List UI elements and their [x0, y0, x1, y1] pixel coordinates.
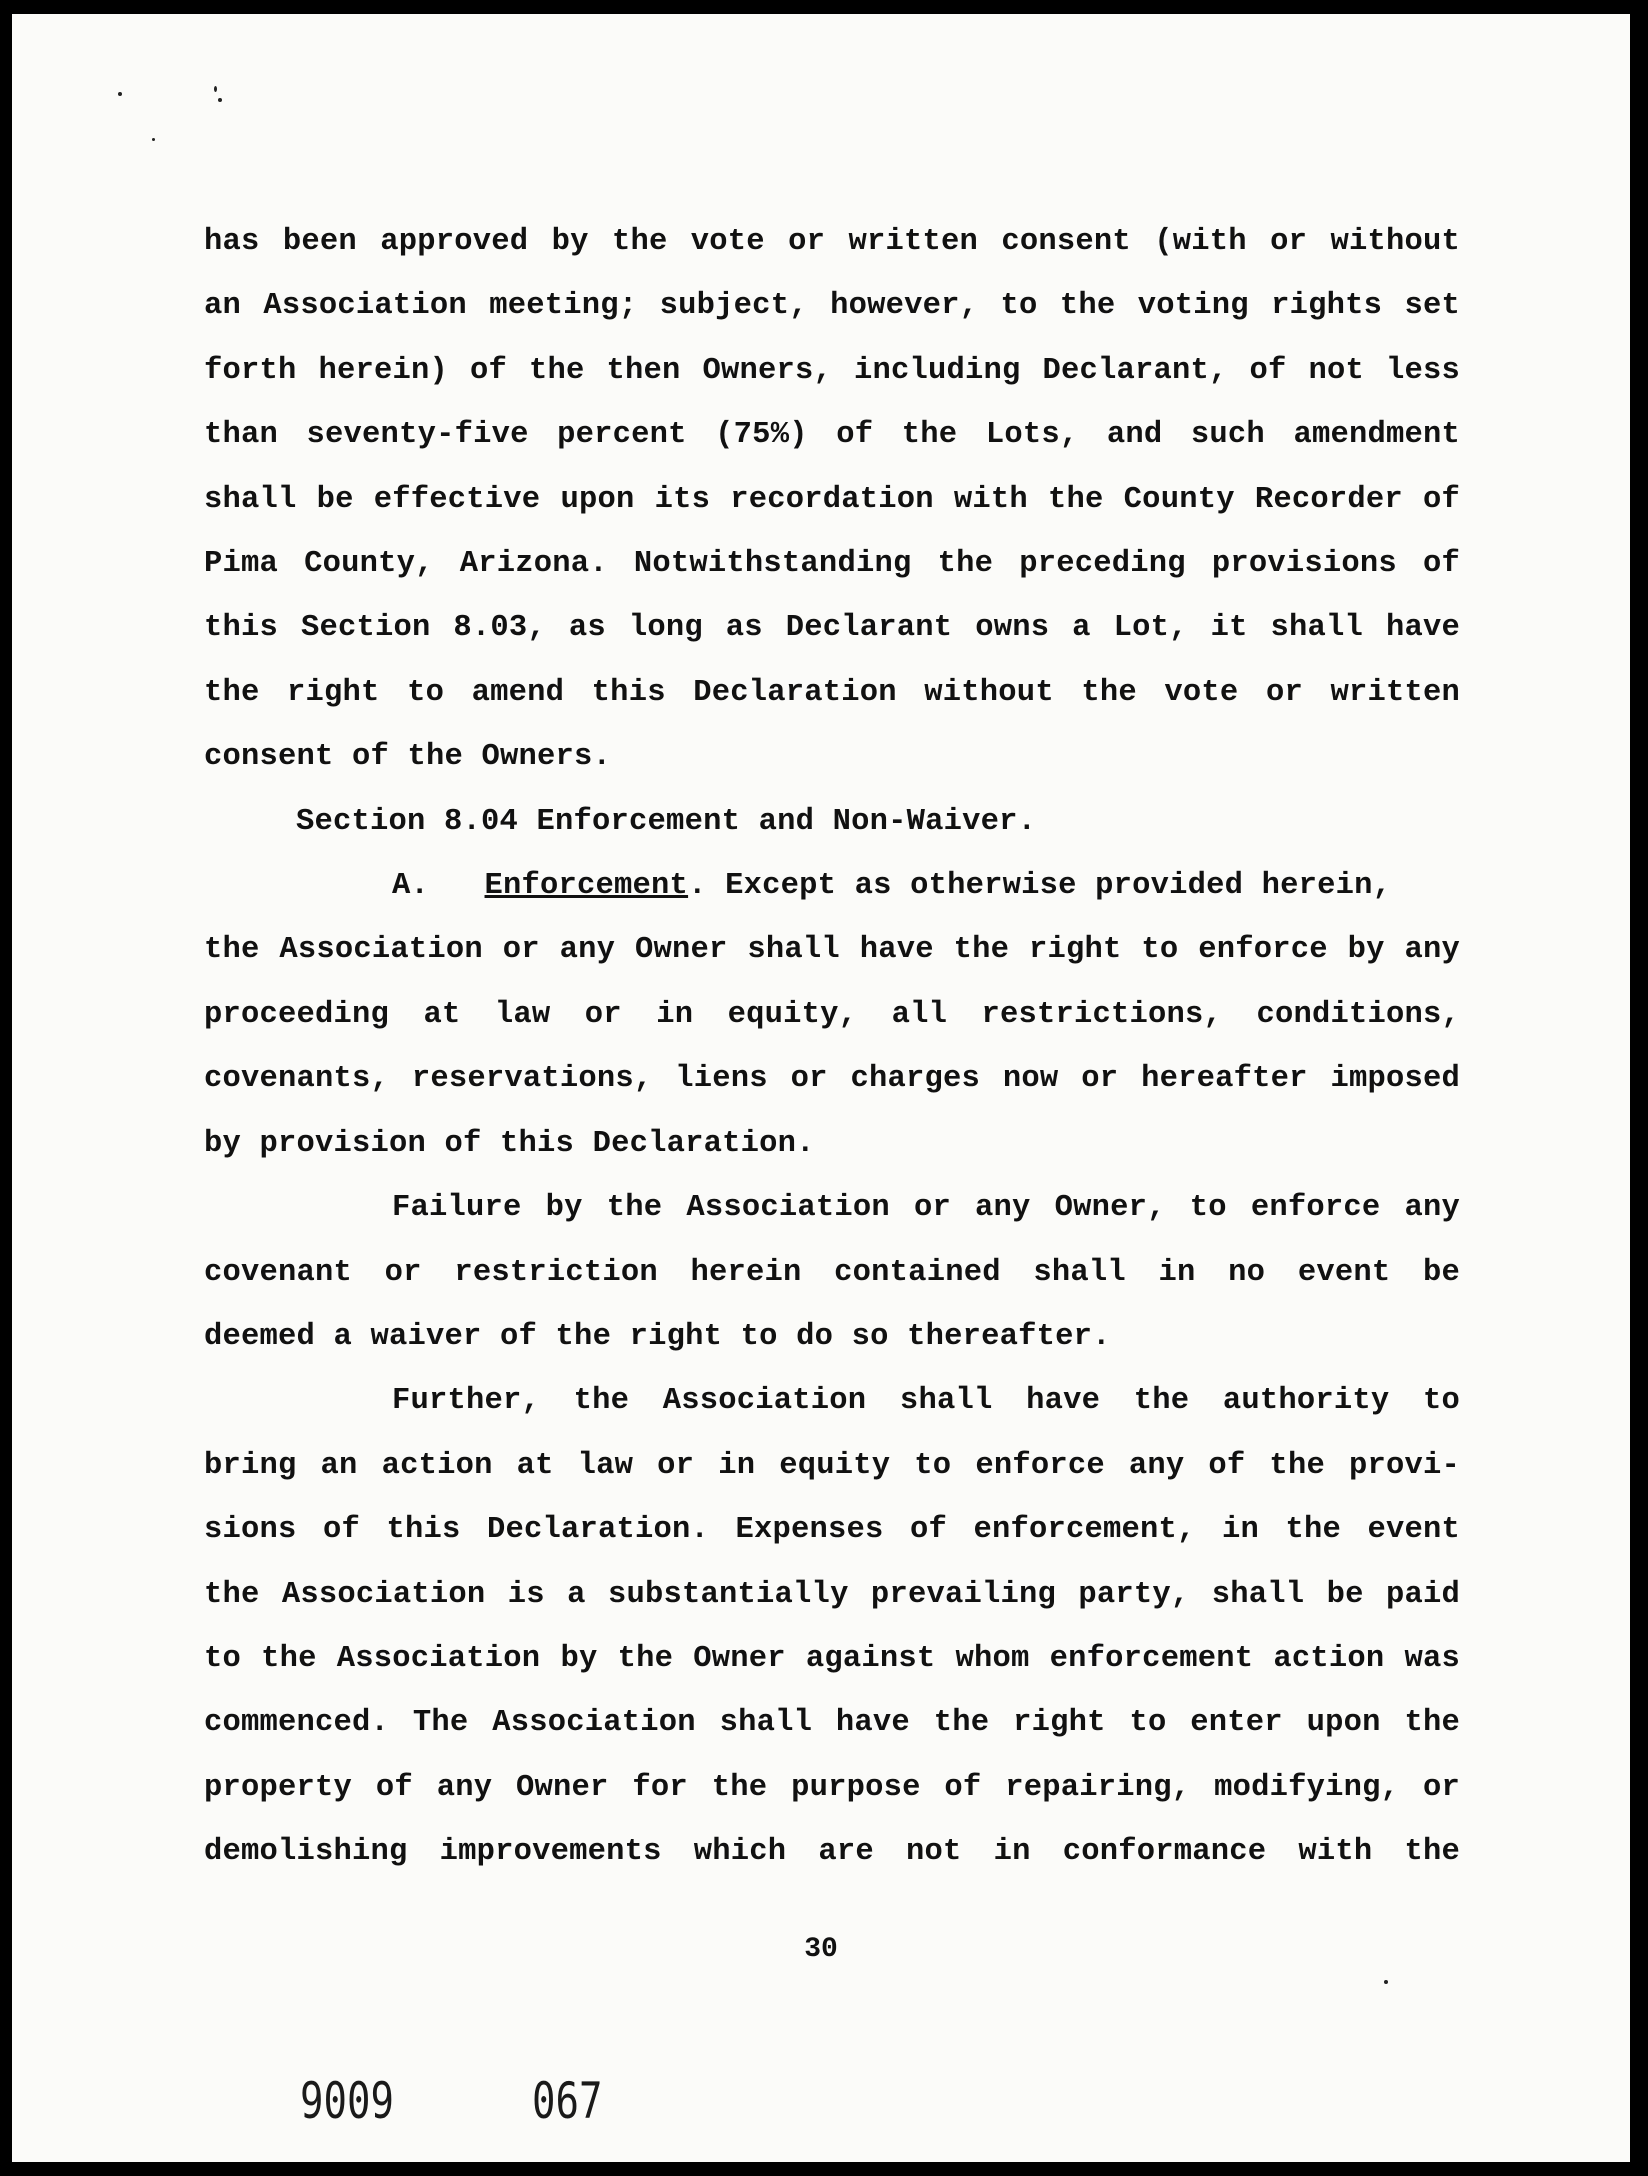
text-line: Pima County, Arizona. Notwithstanding the preceding provisions of — [204, 547, 1460, 582]
text-line: sions of this Declaration. Expenses of enforcement, in the event — [204, 1513, 1460, 1548]
scan-speck — [214, 86, 217, 92]
text-line: has been approved by the vote or written consent (with or without — [204, 225, 1460, 259]
text-line: demolishing improvements which are not in conformance with the — [204, 1835, 1460, 1870]
text-line: the right to amend this Declaration without the vote or written — [204, 675, 1460, 710]
scan-speck — [152, 138, 155, 141]
paragraph-failure — [204, 1176, 1460, 1369]
page-number: 30 — [804, 1934, 838, 1965]
text-line: proceeding at law or in equity, all restrictions, conditions, — [204, 997, 1460, 1032]
document-stamp-number: 9009 — [300, 2072, 394, 2130]
subsection-title: Enforcement — [484, 869, 689, 904]
text-line: forth herein) of the then Owners, including Declarant, of not less — [204, 353, 1460, 388]
subsection-marker: A. — [392, 869, 430, 904]
scan-speck — [1384, 1980, 1388, 1984]
text-line: covenant or restriction herein contained shall in no event be — [204, 1255, 1460, 1290]
paragraph-amendment — [204, 210, 1460, 790]
text-line: an Association meeting; subject, however, to the voting rights set — [204, 289, 1460, 324]
text-line: to the Association by the Owner against whom enforcement action was — [204, 1641, 1460, 1676]
text-line: Further, the Association shall have the authority to — [392, 1384, 1460, 1419]
text-line: commenced. The Association shall have the right to enter upon the — [204, 1706, 1460, 1741]
text-line: property of any Owner for the purpose of repairing, modifying, or — [204, 1770, 1460, 1805]
subsection-enforcement — [204, 854, 1460, 1176]
scan-speck — [118, 92, 122, 96]
text-line: the Association is a substantially prevailing party, shall be paid — [204, 1577, 1460, 1612]
text-line: Failure by the Association or any Owner, to enforce any — [392, 1191, 1460, 1226]
document-stamp-page: 067 — [532, 2072, 603, 2130]
text-line: consent of the Owners. — [204, 740, 612, 775]
text-line: covenants, reservations, liens or charges now or hereafter imposed — [204, 1062, 1460, 1097]
paragraph-further — [204, 1369, 1460, 1884]
subsection-first-line — [204, 854, 1460, 918]
document-page — [12, 14, 1630, 2162]
text-line: bring an action at law or in equity to enforce any of the provi- — [204, 1448, 1460, 1483]
text-line: shall be effective upon its recordation with the County Recorder of — [204, 482, 1460, 517]
document-body — [204, 210, 1460, 1885]
subsection-first-line-text: . Except as otherwise provided herein, — [688, 869, 1392, 904]
scan-speck — [218, 98, 222, 102]
text-line: deemed a waiver of the right to do so thereafter. — [204, 1319, 1111, 1354]
section-heading: Section 8.04 Enforcement and Non-Waiver. — [296, 804, 1037, 839]
text-line: this Section 8.03, as long as Declarant owns a Lot, it shall have — [204, 611, 1460, 646]
text-line: than seventy-five percent (75%) of the Lots, and such amendment — [204, 418, 1460, 453]
text-line: by provision of this Declaration. — [204, 1126, 815, 1161]
text-line: the Association or any Owner shall have the right to enforce by any — [204, 933, 1460, 968]
